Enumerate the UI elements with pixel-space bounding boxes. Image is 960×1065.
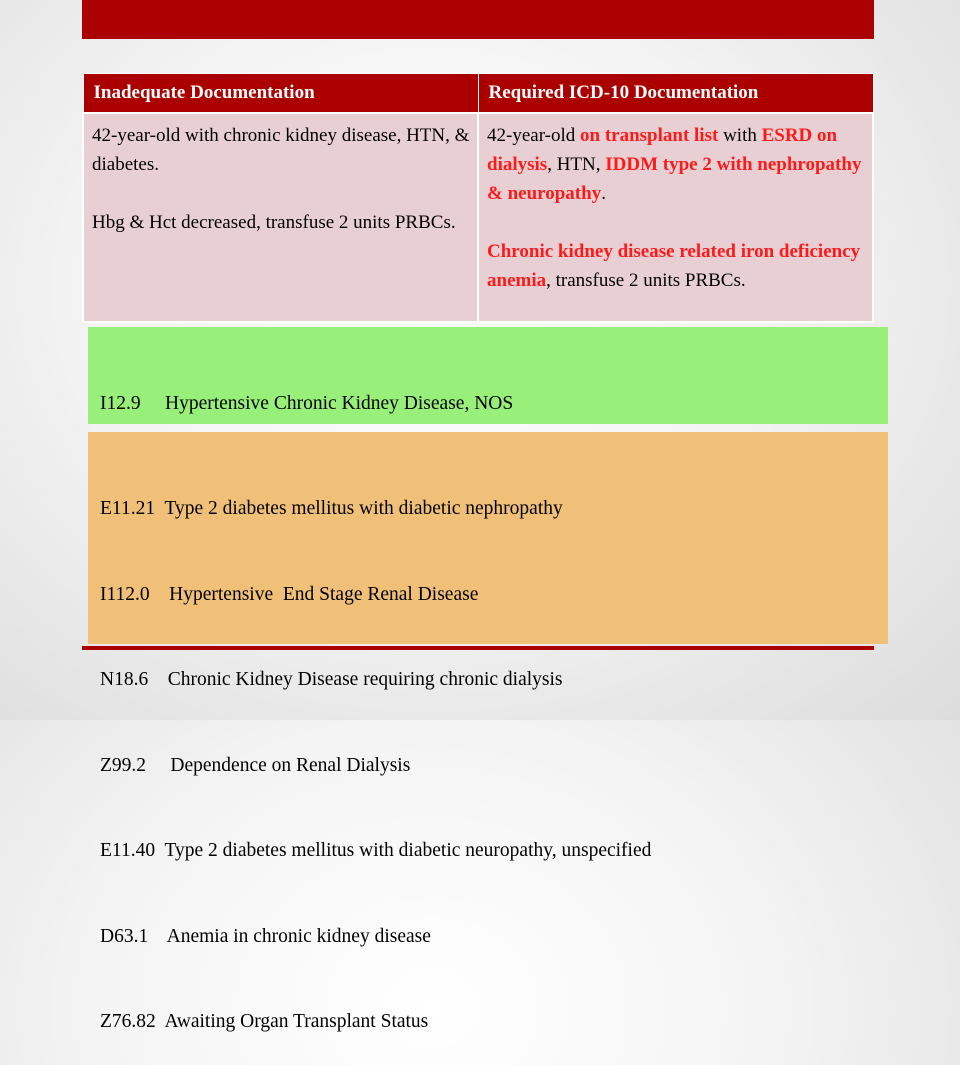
code-line: I12.9 Hypertensive Chronic Kidney Disease, NOS [100,393,514,414]
code-line: I112.0 Hypertensive End Stage Renal Disease [100,583,479,605]
required-treatment-text [487,237,866,295]
code-line: E11.21 Type 2 diabetes mellitus with diabetic nephropathy [100,498,563,519]
code-line: E11.40 Type 2 diabetes mellitus with diabetic neuropathy, unspecified [100,840,652,861]
inadequate-icd10-codes-box [88,327,888,424]
highlighted-text: on transplant list [580,125,719,146]
required-icd10-codes-box [88,432,888,1032]
code-line: Z76.82 Awaiting Organ Transplant Status [100,1011,429,1032]
plain-text: , HTN, [547,154,606,175]
table-row [83,113,873,322]
inadequate-diagnosis-text: 42-year-old with chronic kidney disease, HTN, & diabetes. [92,125,470,175]
plain-text: 42-year-old [487,125,580,146]
highlighted-text: Chronic kidney disease related iron deficiency anemia [487,241,861,291]
inadequate-treatment-text: Hbg & Hct decreased, transfuse 2 units PRBCs. [92,212,456,233]
documentation-comparison-table [82,73,874,323]
plain-text: . [601,183,606,204]
header-inadequate-documentation: Inadequate Documentation [83,74,478,114]
code-line: D63.1 Anemia in chronic kidney disease [100,925,431,947]
top-accent-bar [82,0,874,39]
required-documentation-cell [478,113,873,322]
plain-text: , transfuse 2 units PRBCs. [546,270,746,291]
header-required-documentation: Required ICD-10 Documentation [478,74,873,114]
required-diagnosis-text [487,121,866,208]
highlighted-text: ESRD on dialysis [487,125,838,175]
code-line: N18.6 Chronic Kidney Disease requiring chronic dialysis [100,669,563,690]
code-line: Z99.2 Dependence on Renal Dialysis [100,754,411,776]
plain-text: with [718,125,762,146]
highlighted-text: IDDM type 2 with nephropathy & neuropathy [487,154,862,204]
table-header-row [83,74,873,114]
inadequate-documentation-cell [83,113,478,322]
bottom-accent-line [82,646,874,650]
